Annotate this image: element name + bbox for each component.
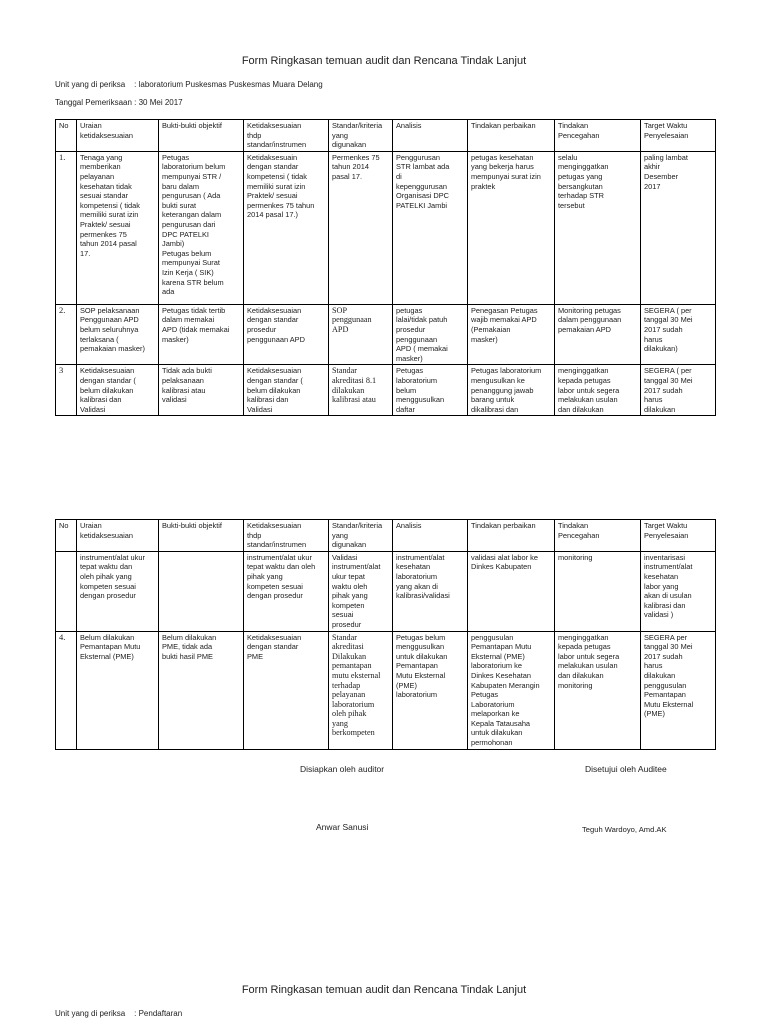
table-cell: Ketidaksesuain dengan standar kompetensi ( tidak memiliki surat izin Praktek/ sesuai permenkes 75 tahun 2014 pasal 17.) <box>244 151 329 304</box>
audit-table-1 <box>55 119 716 416</box>
header-tindakan-perbaikan: Tindakan perbaikan <box>468 520 555 552</box>
header-target: Target Waktu Penyelesaian <box>641 120 716 152</box>
unit-line: Unit yang di periksa : laboratorium Puskesmas Puskesmas Muara Delang <box>55 80 323 89</box>
header-bukti: Bukti-bukti objektif <box>159 120 244 152</box>
header-row <box>56 120 716 152</box>
header-target: Target Waktu Penyelesaian <box>641 520 716 552</box>
tanggal-line: Tanggal Pemeriksaan : 30 Mei 2017 <box>55 98 183 107</box>
table-cell: Petugas laboratorium belum mempunyai STR / baru dalam pengurusan ( Ada bukti surat keterangan dalam pengurusan dari DPC PATELKI Jambi) Petugas belum mempunyai Surat Izin Kerja ( SIK) karena STR belum ada <box>159 151 244 304</box>
header-standar: Standar/kriteria yang digunakan <box>329 120 393 152</box>
table-cell: Petugas laboratorium mengusulkan ke penanggung jawab barang untuk dikalibrasi dan <box>468 365 555 416</box>
table-cell: Tenaga yang memberikan pelayanan kesehatan tidak sesuai standar kompetensi ( tidak memiliki surat izin Praktek/ sesuai permenkes 75 tahun 2014 pasal 17. <box>77 151 159 304</box>
header-no: No <box>56 520 77 552</box>
table-cell: Monitoring petugas dalam penggunaan pemakaian APD <box>555 304 641 365</box>
header-ketidaksesuaian: Ketidaksesuaian thdp standar/instrumen <box>244 520 329 552</box>
form-title: Form Ringkasan temuan audit dan Rencana Tindak Lanjut <box>241 55 527 67</box>
table-cell: Belum dilakukan Pemantapan Mutu Eksternal (PME) <box>77 631 159 749</box>
row-number: 1. <box>56 151 77 304</box>
table-cell <box>329 365 393 416</box>
table-cell: Penegasan Petugas wajib memakai APD (Pemakaian masker) <box>468 304 555 365</box>
table-cell: Belum dilakukan PME, tidak ada bukti hasil PME <box>159 631 244 749</box>
table-cell: validasi alat labor ke Dinkes Kabupaten <box>468 551 555 631</box>
table-row <box>56 365 716 416</box>
table-cell: Permenkes 75 tahun 2014 pasal 17. <box>329 151 393 304</box>
auditee-name: Teguh Wardoyo, Amd.AK <box>582 825 667 834</box>
approved-by-label: Disetujui oleh Auditee <box>585 764 667 774</box>
table-cell: Petugas belum menggusulkan untuk dilakukan Pemantapan Mutu Eksternal (PME) laboratorium <box>393 631 468 749</box>
row-number: 2. <box>56 304 77 365</box>
table-cell: Penggurusan STR lambat ada di kepenggurusan Organisasi DPC PATELKI Jambi <box>393 151 468 304</box>
table-cell: Ketidaksesuaian dengan standar PME <box>244 631 329 749</box>
table-cell <box>159 551 244 631</box>
audit-table-2 <box>55 519 716 750</box>
table-row <box>56 304 716 365</box>
table-cell: menginggatkan kepada petugas labor untuk segera melakukan usulan dan dilakukan monitoring <box>555 631 641 749</box>
form-title-2: Form Ringkasan temuan audit dan Rencana Tindak Lanjut <box>241 984 527 996</box>
table-cell: petugas lalai/tidak patuh prosedur penggunaan APD ( memakai masker) <box>393 304 468 365</box>
header-row <box>56 520 716 552</box>
table-cell: inventarisasi instrument/alat kesehatan labor yang akan di usulan kalibrasi dan validasi ) <box>641 551 716 631</box>
table-cell: menginggatkan kepada petugas labor untuk segera melakukan usulan dan dilakukan <box>555 365 641 416</box>
table-cell-text: Standar akreditasi 8.1 dilakukan kalibrasi atau <box>332 366 377 405</box>
table-cell <box>329 631 393 749</box>
header-uraian: Uraian ketidaksesuaian <box>77 120 159 152</box>
table-cell: instrument/alat kesehatan laboratorium yang akan di kalibrasi/validasi <box>393 551 468 631</box>
table-cell: penggusulan Pemantapan Mutu Eksternal (PME) laboratorium ke Dinkes Kesehatan Kabupaten Merangin Petugas Laboratorium melaporkan ke Kepala Tatausaha untuk dilakukan permohonan <box>468 631 555 749</box>
header-bukti: Bukti-bukti objektif <box>159 520 244 552</box>
table-cell: instrument/alat ukur tepat waktu dan oleh pihak yang kompeten sesuai dengan prosedur <box>77 551 159 631</box>
prepared-by-label: Disiapkan oleh auditor <box>300 764 385 774</box>
row-number <box>56 551 77 631</box>
table-cell: paling lambat akhir Desember 2017 <box>641 151 716 304</box>
table-cell: Tidak ada bukti pelaksanaan kalibrasi atau validasi <box>159 365 244 416</box>
table-cell-text: Standar akreditasi Dilakukan pemantapan mutu eksternal terhadap pelayanan laboratorium oleh pihak yang berkompeten <box>332 632 381 738</box>
header-ketidaksesuaian: Ketidaksesuaian thdp standar/instrumen <box>244 120 329 152</box>
table-cell: monitoring <box>555 551 641 631</box>
table-row <box>56 151 716 304</box>
row-number: 4. <box>56 631 77 749</box>
table-row <box>56 631 716 749</box>
table-row <box>56 551 716 631</box>
table-cell: Validasi instrument/alat ukur tepat waktu oleh pihak yang kompeten sesuai prosedur <box>329 551 393 631</box>
table-cell: selalu menginggatkan petugas yang bersangkutan terhadap STR tersebut <box>555 151 641 304</box>
table-cell <box>329 304 393 365</box>
header-no: No <box>56 120 77 152</box>
header-tindakan-pencegahan: Tindakan Pencegahan <box>555 120 641 152</box>
table-cell: SOP pelaksanaan Penggunaan APD belum seluruhnya terlaksana ( pemakaian masker) <box>77 304 159 365</box>
header-analisis: Analisis <box>393 520 468 552</box>
header-tindakan-pencegahan: Tindakan Pencegahan <box>555 520 641 552</box>
header-uraian: Uraian ketidaksesuaian <box>77 520 159 552</box>
table-cell: Ketidaksesuaian dengan standar ( belum dilakukan kalibrasi dan Validasi <box>77 365 159 416</box>
table-cell-text: SOP penggunaan APD <box>332 305 372 334</box>
table-cell: petugas kesehatan yang bekerja harus mempunyai surat izin praktek <box>468 151 555 304</box>
table-cell: instrument/alat ukur tepat waktu dan oleh pihak yang kompeten sesuai dengan prosedur <box>244 551 329 631</box>
table-cell: Petugas laboratorium belum menggusulkan daftar <box>393 365 468 416</box>
table-cell: Ketidaksesuaian dengan standar ( belum dilakukan kalibrasi dan Validasi <box>244 365 329 416</box>
header-standar: Standar/kriteria yang digunakan <box>329 520 393 552</box>
table-cell: Petugas tidak tertib dalam memakai APD (tidak memakai masker) <box>159 304 244 365</box>
header-analisis: Analisis <box>393 120 468 152</box>
table-cell: SEGERA per tanggal 30 Mei 2017 sudah harus dilakukan penggusulan Pemantapan Mutu Eksternal (PME) <box>641 631 716 749</box>
unit-line-2: Unit yang di periksa : Pendaftaran <box>55 1009 183 1018</box>
table-cell: SEGERA ( per tanggal 30 Mei 2017 sudah harus dilakukan <box>641 365 716 416</box>
header-tindakan-perbaikan: Tindakan perbaikan <box>468 120 555 152</box>
table-cell: SEGERA ( per tanggal 30 Mei 2017 sudah harus dilakukan) <box>641 304 716 365</box>
auditor-name: Anwar Sanusi <box>316 822 369 832</box>
row-number: 3 <box>56 365 77 416</box>
table-cell: Ketidaksesuaian dengan standar prosedur penggunaan APD <box>244 304 329 365</box>
